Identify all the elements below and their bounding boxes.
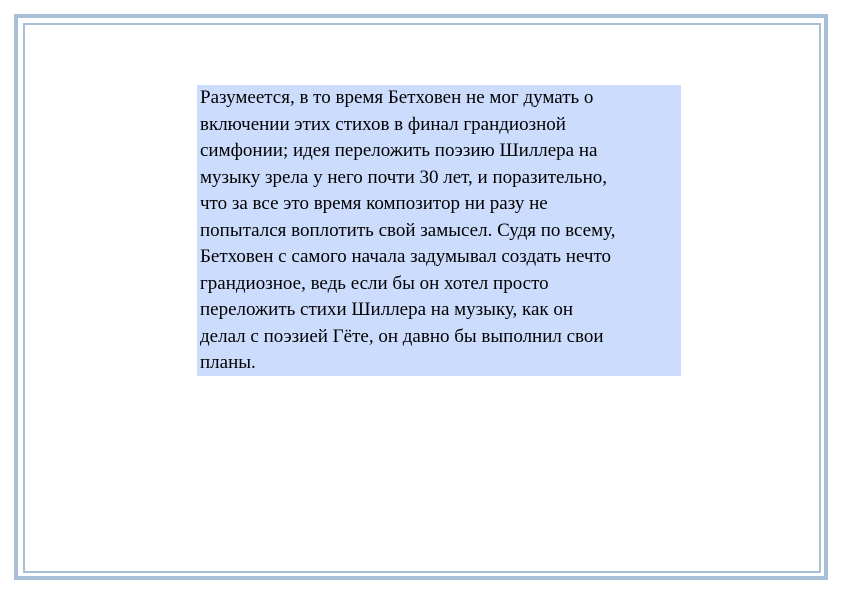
highlighted-text-box (197, 85, 681, 376)
body-paragraph: Разумеется, в то время Бетховен не мог думать о включении этих стихов в финал грандиозной симфонии; идея переложить поэзию Шиллера на музыку зрела у него почти 30 лет, и поразительно, что за все это время композитор ни разу не попытался воплотить свой замысел. Судя по всему, Бетховен с самого начала задумывал создать нечто грандиозное, ведь если бы он хотел просто переложить стихи Шиллера на музыку, как он делал с поэзией Гёте, он давно бы выполнил свои планы. (200, 87, 616, 373)
